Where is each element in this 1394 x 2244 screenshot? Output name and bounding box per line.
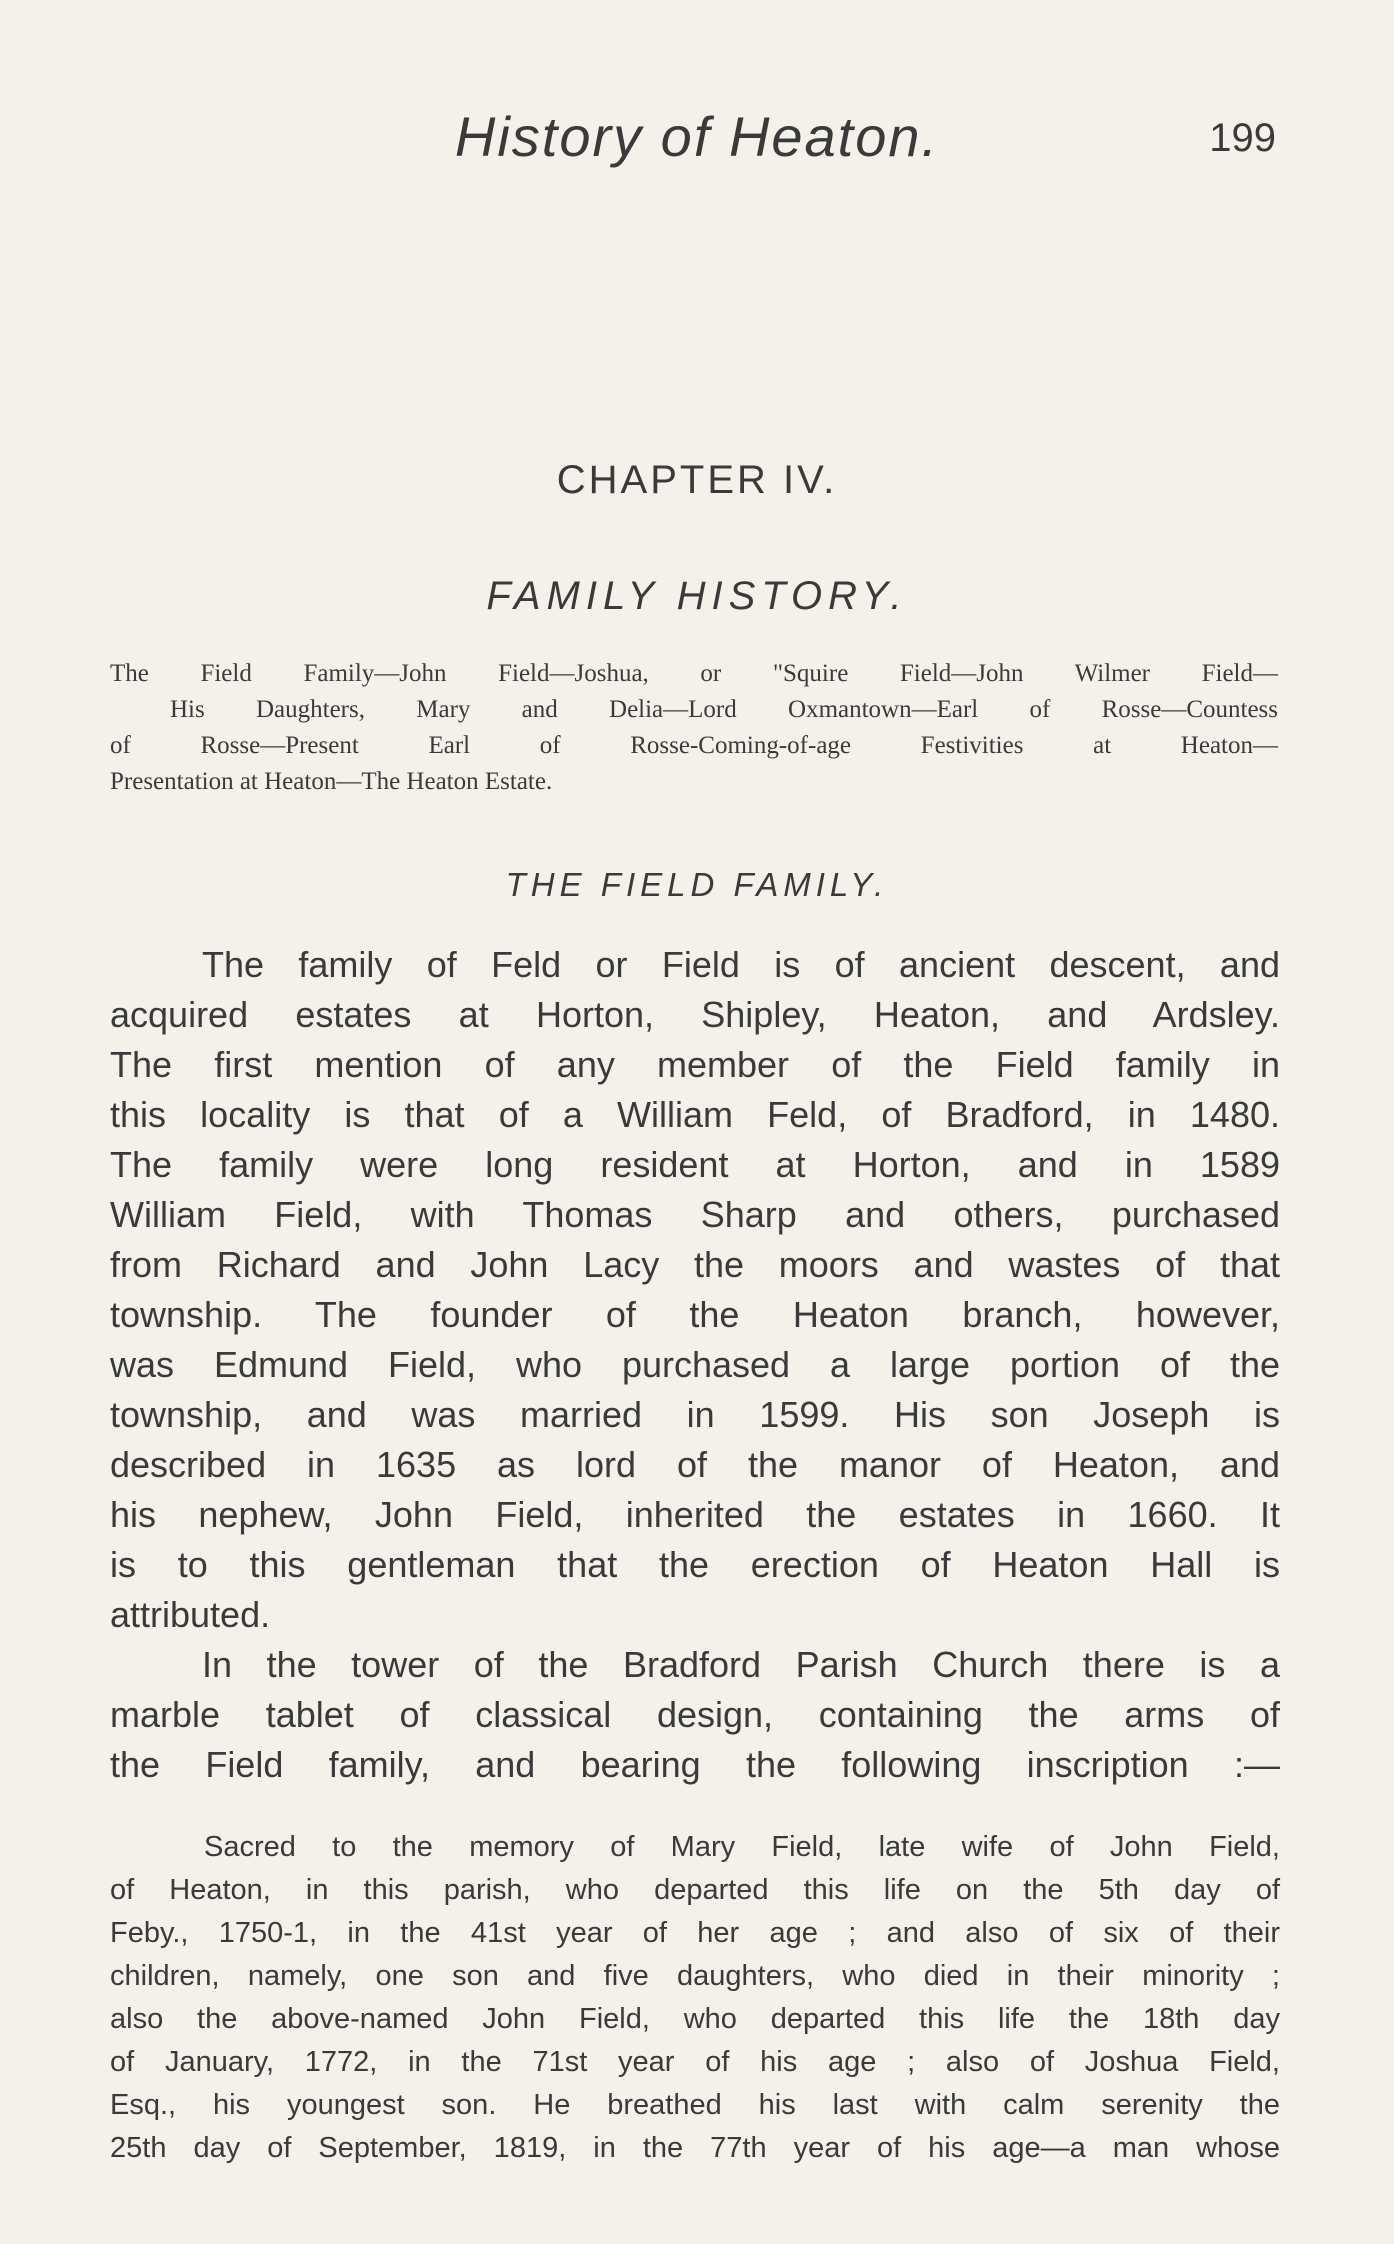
body-text: [110, 940, 1280, 1790]
inscription-line: 25th day of September, 1819, in the 77th year of his age—a man whose: [110, 2132, 1280, 2164]
inscription-line: of January, 1772, in the 71st year of his age ; also of Joshua Field,: [110, 2046, 1280, 2078]
section-title: THE FIELD FAMILY.: [505, 866, 889, 903]
inscription-line: also the above-named John Field, who departed this life the 18th day: [110, 2003, 1280, 2035]
page-number: 199: [1209, 116, 1276, 160]
body-line: In the tower of the Bradford Parish Church there is a: [202, 1644, 1280, 1685]
chapter-title: CHAPTER IV.: [556, 458, 838, 502]
chapter-subtitle: FAMILY HISTORY.: [486, 574, 908, 618]
body-line: The family of Feld or Field is of ancient descent, and: [202, 944, 1280, 985]
body-line: township. The founder of the Heaton branch, however,: [110, 1294, 1280, 1335]
body-line: attributed.: [110, 1594, 271, 1635]
body-line: the Field family, and bearing the following inscription :—: [110, 1744, 1280, 1785]
inscription-line: Esq., his youngest son. He breathed his last with calm serenity the: [110, 2089, 1280, 2121]
inscription-line: children, namely, one son and five daughters, who died in their minority ;: [110, 1960, 1280, 1992]
contents-line: The Field Family—John Field—Joshua, or "Squire Field—John Wilmer Field—: [110, 660, 1278, 687]
body-line: township, and was married in 1599. His son Joseph is: [110, 1394, 1280, 1435]
body-line: The first mention of any member of the Field family in: [110, 1044, 1280, 1085]
inscription-line: of Heaton, in this parish, who departed this life on the 5th day of: [110, 1874, 1280, 1906]
running-title: History of Heaton.: [454, 105, 940, 168]
chapter-contents-summary: [110, 656, 1278, 800]
body-line: described in 1635 as lord of the manor of Heaton, and: [110, 1444, 1280, 1485]
body-line: from Richard and John Lacy the moors and wastes of that: [110, 1244, 1280, 1285]
body-line: marble tablet of classical design, containing the arms of: [110, 1694, 1280, 1735]
contents-line: Presentation at Heaton—The Heaton Estate.: [110, 768, 553, 795]
contents-line: of Rosse—Present Earl of Rosse-Coming-of-age Festivities at Heaton—: [110, 732, 1278, 759]
body-line: this locality is that of a William Feld, of Bradford, in 1480.: [110, 1094, 1280, 1135]
body-line: was Edmund Field, who purchased a large portion of the: [110, 1344, 1280, 1385]
body-line: William Field, with Thomas Sharp and others, purchased: [110, 1194, 1280, 1235]
inscription-line: Feby., 1750-1, in the 41st year of her age ; and also of six of their: [110, 1917, 1280, 1949]
inscription-quote: [110, 1826, 1280, 2170]
body-line: acquired estates at Horton, Shipley, Heaton, and Ardsley.: [110, 994, 1280, 1035]
body-line: is to this gentleman that the erection of Heaton Hall is: [110, 1544, 1280, 1585]
inscription-line: Sacred to the memory of Mary Field, late wife of John Field,: [204, 1831, 1280, 1863]
running-head: [0, 104, 1394, 174]
body-line: his nephew, John Field, inherited the estates in 1660. It: [110, 1494, 1280, 1535]
body-line: The family were long resident at Horton, and in 1589: [110, 1144, 1280, 1185]
contents-line: His Daughters, Mary and Delia—Lord Oxmantown—Earl of Rosse—Countess: [170, 696, 1278, 723]
